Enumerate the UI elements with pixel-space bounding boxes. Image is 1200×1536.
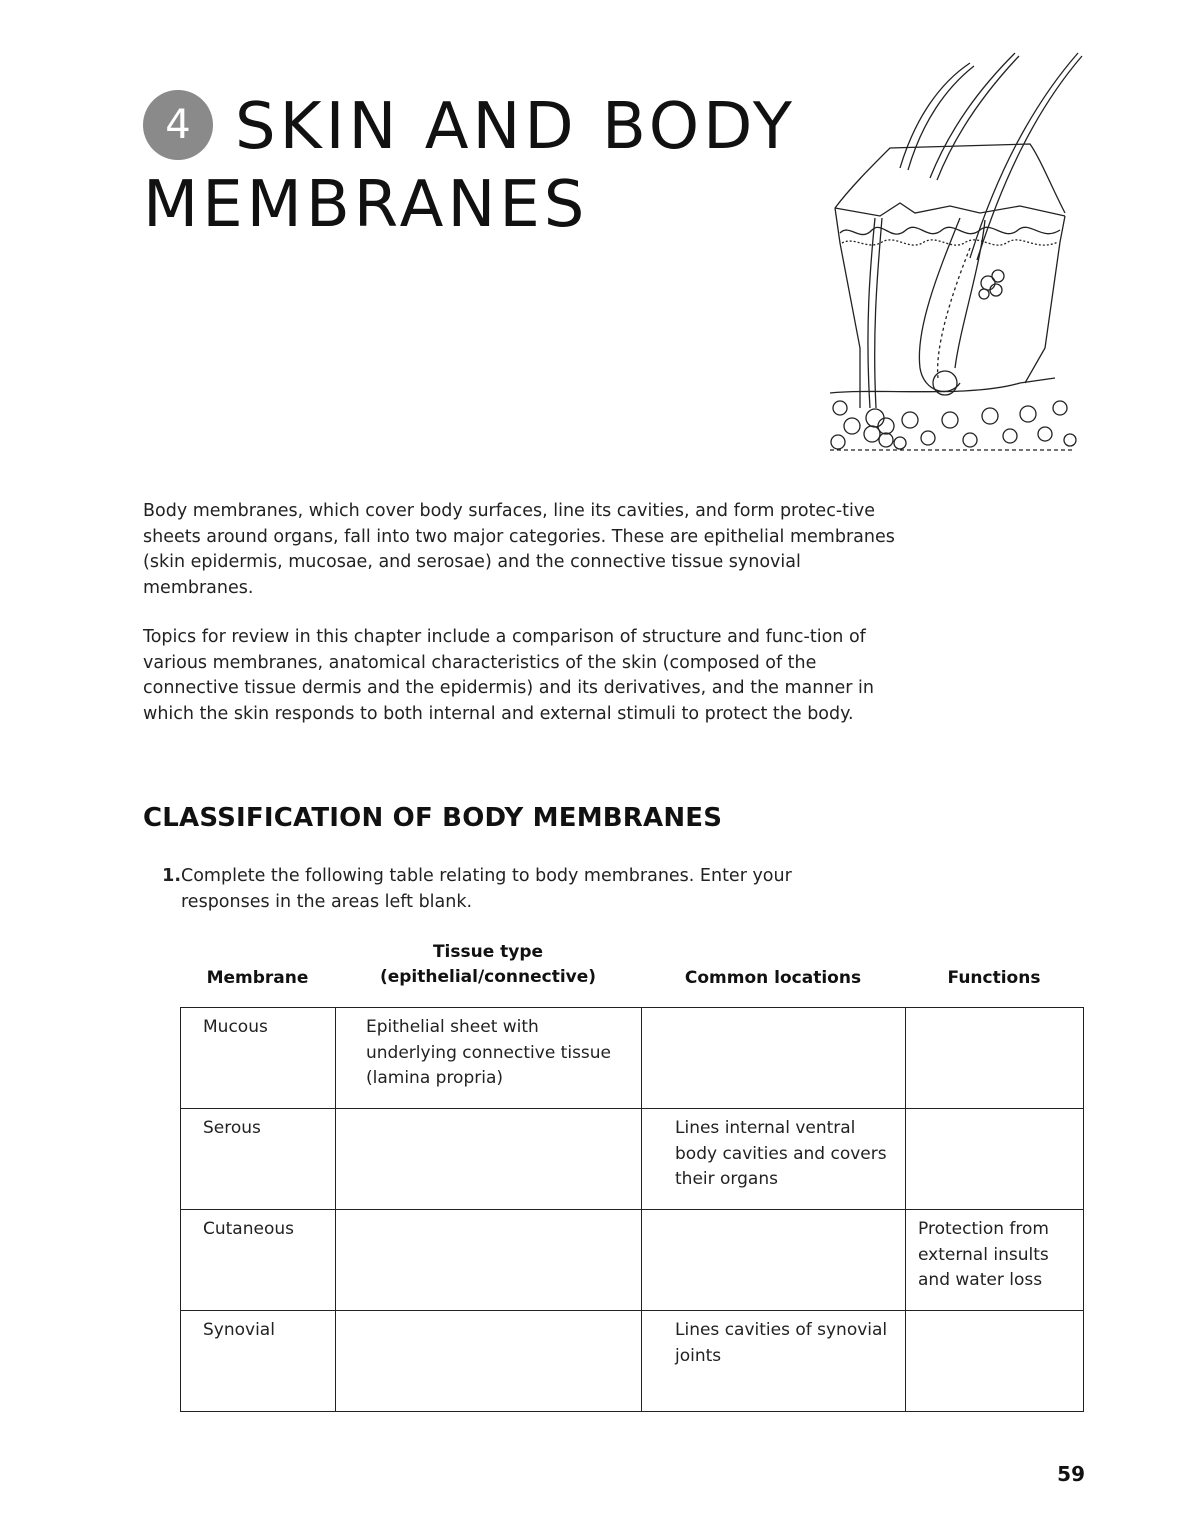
chapter-number-badge: 4 bbox=[143, 90, 213, 160]
cell-membrane: Synovial bbox=[181, 1311, 336, 1412]
chapter-title-line-1: SKIN AND BODY bbox=[235, 90, 796, 164]
section-heading: CLASSIFICATION OF BODY MEMBRANES bbox=[143, 803, 723, 833]
cell-tissue[interactable] bbox=[336, 1109, 642, 1210]
cell-locations[interactable] bbox=[642, 1210, 906, 1311]
cell-locations[interactable]: Lines cavities of synovial joints bbox=[642, 1311, 906, 1412]
cell-membrane: Serous bbox=[181, 1109, 336, 1210]
cell-membrane: Cutaneous bbox=[181, 1210, 336, 1311]
chapter-title-line-2: MEMBRANES bbox=[143, 168, 589, 242]
cell-functions[interactable]: Protection from external insults and water loss bbox=[906, 1210, 1084, 1311]
cell-tissue[interactable] bbox=[336, 1311, 642, 1412]
question-number: 1. bbox=[162, 866, 181, 886]
cell-tissue[interactable] bbox=[336, 1210, 642, 1311]
table-header bbox=[180, 940, 1083, 1000]
table-row bbox=[181, 1008, 1084, 1109]
intro-paragraph-1: Body membranes, which cover body surfaces, line its cavities, and form protec-tive sheets around organs, fall into two major categories. These are epithelial membranes (skin epidermis, mucosae, and serosae) and the connective tissue synovial membranes. bbox=[143, 501, 895, 598]
cell-functions[interactable] bbox=[906, 1109, 1084, 1210]
header-functions: Functions bbox=[947, 968, 1041, 988]
question-text: Complete the following table relating to body membranes. Enter your responses in the areas left blank. bbox=[181, 866, 792, 912]
header-tissue-type bbox=[335, 940, 641, 990]
cell-membrane: Mucous bbox=[181, 1008, 336, 1109]
intro-paragraph-2: Topics for review in this chapter include a comparison of structure and func-tion of various membranes, anatomical characteristics of the skin (composed of the connective tissue dermis and the epidermis) and its derivatives, and the manner in which the skin responds to both internal and external stimuli to protect the body. bbox=[143, 627, 874, 724]
chapter-title bbox=[143, 88, 823, 244]
cell-functions[interactable] bbox=[906, 1008, 1084, 1109]
table-row bbox=[181, 1109, 1084, 1210]
page-number: 59 bbox=[1057, 1462, 1085, 1486]
header-tissue-line-2: (epithelial/connective) bbox=[379, 967, 597, 987]
table-row bbox=[181, 1210, 1084, 1311]
cell-locations[interactable] bbox=[642, 1008, 906, 1109]
cell-locations[interactable]: Lines internal ventral body cavities and covers their organs bbox=[642, 1109, 906, 1210]
cell-functions[interactable] bbox=[906, 1311, 1084, 1412]
membrane-table bbox=[180, 1007, 1084, 1412]
header-tissue-line-1: Tissue type bbox=[432, 942, 544, 962]
question-1 bbox=[143, 864, 863, 915]
cell-tissue[interactable]: Epithelial sheet with underlying connective tissue (lamina propria) bbox=[336, 1008, 642, 1109]
skin-cross-section-icon bbox=[820, 48, 1090, 458]
header-membrane: Membrane bbox=[206, 968, 309, 988]
header-common-locations: Common locations bbox=[684, 968, 862, 988]
table-row bbox=[181, 1311, 1084, 1412]
